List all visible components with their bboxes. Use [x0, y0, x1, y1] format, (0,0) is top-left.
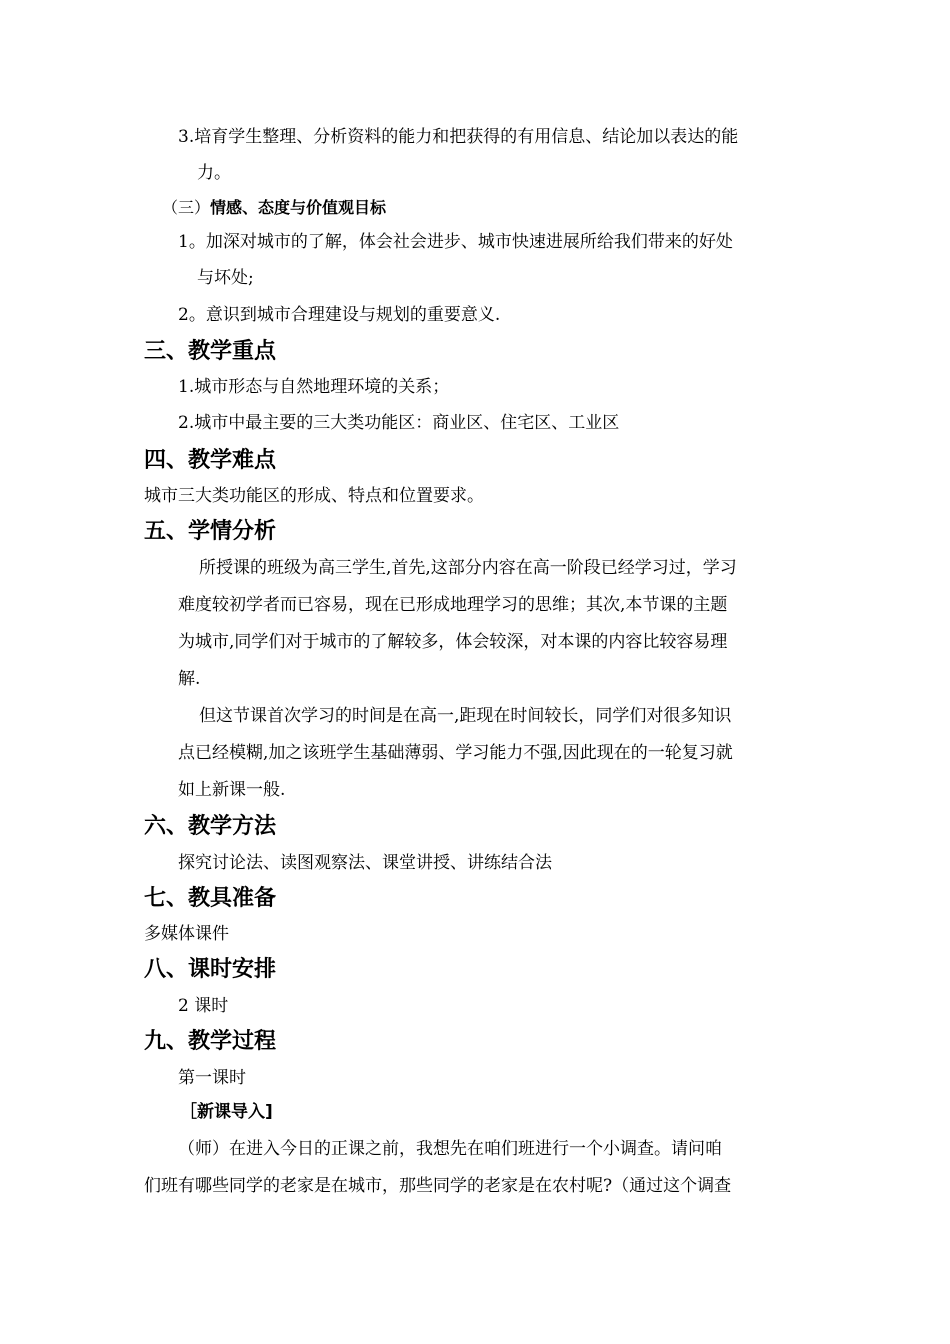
schedule-text: 2 课时 [178, 996, 229, 1016]
emotion-item-1-line1: 1。加深对城市的了解，体会社会进步、城市快速进展所给我们带来的好处 [178, 232, 733, 252]
heading-teaching-methods: 六、教学方法 [144, 814, 277, 839]
key-point-2: 2.城市中最主要的三大类功能区：商业区、住宅区、工业区 [178, 413, 620, 433]
subsection-emotion-title [162, 196, 386, 220]
subsection-prefix: （三） [162, 198, 211, 217]
emotion-item-1-line2: 与坏处; [197, 268, 254, 288]
analysis-p1-line2: 难度较初学者而已容易，现在已形成地理学习的思维；其次,本节课的主题 [178, 595, 728, 615]
analysis-p2-line2: 点已经模糊,加之该班学生基础薄弱、学习能力不强,因此现在的一轮复习就 [178, 743, 733, 763]
analysis-p1-line1: 所授课的班级为高三学生,首先,这部分内容在高一阶段已经学习过，学习 [199, 558, 737, 578]
objective-item-3-line2: 力。 [197, 163, 231, 183]
heading-key-points: 三、教学重点 [144, 339, 277, 364]
heading-teaching-process: 九、教学过程 [144, 1029, 277, 1054]
teaching-aids-text: 多媒体课件 [144, 924, 229, 944]
objective-item-3-line1: 3.培育学生整理、分析资料的能力和把获得的有用信息、结论加以表达的能 [178, 127, 739, 147]
subsection-title-text: 情感、态度与价值观目标 [210, 198, 387, 217]
heading-teaching-aids: 七、教具准备 [144, 886, 277, 911]
heading-schedule: 八、课时安排 [144, 957, 277, 982]
intro-para-line2: 们班有哪些同学的老家是在城市，那些同学的老家是在农村呢?（通过这个调查 [144, 1176, 732, 1196]
lesson-label: 第一课时 [178, 1068, 246, 1088]
analysis-p1-line4: 解. [178, 669, 201, 689]
heading-difficulties: 四、教学难点 [144, 448, 277, 473]
teaching-methods-text: 探究讨论法、读图观察法、课堂讲授、讲练结合法 [178, 853, 552, 873]
analysis-p2-line1: 但这节课首次学习的时间是在高一,距现在时间较长，同学们对很多知识 [199, 706, 732, 726]
intro-para-line1: （师）在进入今日的正课之前，我想先在咱们班进行一个小调查。请问咱 [178, 1139, 722, 1159]
intro-label: ［新课导入] [180, 1102, 273, 1122]
analysis-p2-line3: 如上新课一般. [178, 780, 286, 800]
heading-student-analysis: 五、学情分析 [144, 519, 277, 544]
analysis-p1-line3: 为城市,同学们对于城市的了解较多，体会较深，对本课的内容比较容易理 [178, 632, 728, 652]
key-point-1: 1.城市形态与自然地理环境的关系； [178, 377, 450, 397]
emotion-item-2: 2。意识到城市合理建设与规划的重要意义. [178, 305, 501, 325]
difficulties-text: 城市三大类功能区的形成、特点和位置要求。 [144, 486, 484, 506]
